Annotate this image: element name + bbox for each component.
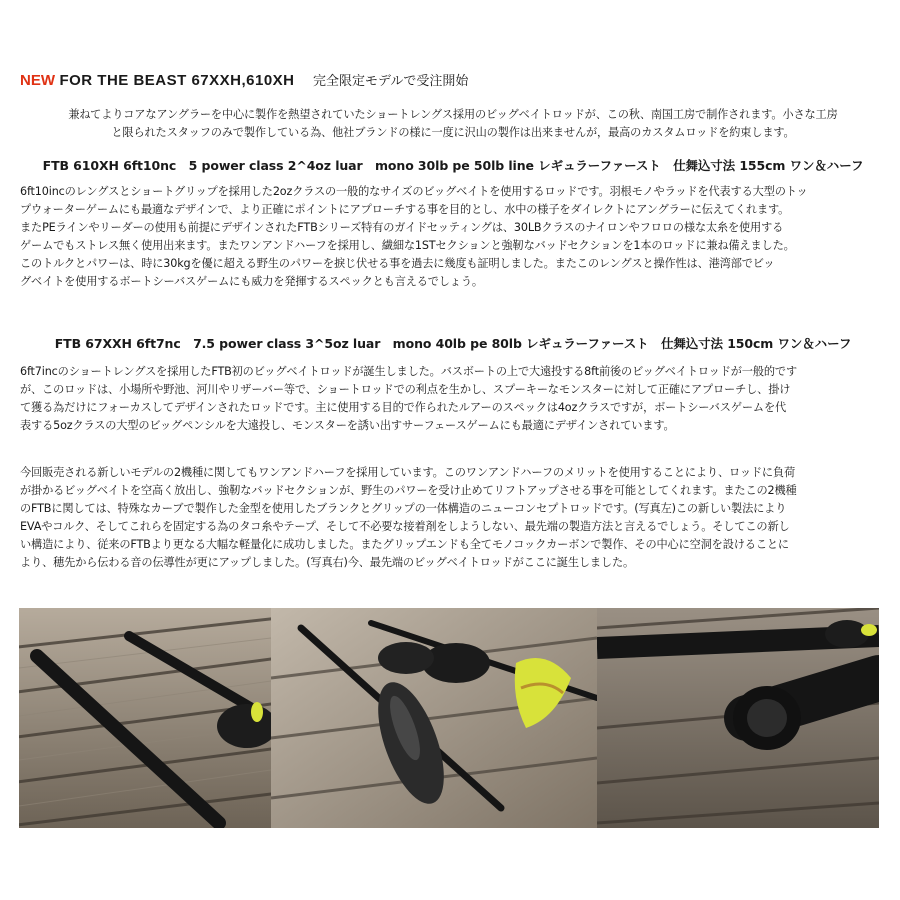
new-badge: NEW xyxy=(20,72,55,89)
closing-line: より、穂先から伝わる音の伝導性が更にアップしました。(写真右)今、最先端のビッグベイトロッドがここに誕生しました。 xyxy=(20,556,635,569)
closing-line: い構造により、従来のFTBより更なる大幅な軽量化に成功しました。またグリップエンドも全てモノコックカーボンで製作、その中心に空洞を設けることに xyxy=(20,538,789,551)
subtitle-text: 完全限定モデルで受注開始 xyxy=(312,74,469,89)
desc-line: 6ft10incのレングスとショートグリップを採用した2ozクラスの一般的なサイズのビッグベイトを使用するロッドです。羽根モノやラッドを代表する大型のトッ xyxy=(20,185,808,198)
closing-paragraph xyxy=(20,464,886,572)
desc-line: プウォーターゲームにも最適なデザインで、より正確にポイントにアプローチする事を目的とし、水中の様子をダイレクトにアングラーに伝えてくれます。 xyxy=(20,203,790,216)
grip-end-closeup-photo xyxy=(597,608,879,828)
intro-line: と限られたスタッフのみで製作している為、他社ブランドの様に一度に沢山の製作は出来ませんが，最高のカスタムロッドを約束します。 xyxy=(111,126,795,139)
desc-line: このトルクとパワーは、時に30kgを優に超える野生のパワーを捩じ伏せる事を過去に幾度も証明しました。またこのレングスと操作性は、港湾部でビッ xyxy=(20,257,775,270)
closing-line: 今回販売される新しいモデルの2機種に関してもワンアンドハーフを採用しています。このワンアンドハーフのメリットを使用することにより、ロッドに負荷 xyxy=(20,466,796,479)
spec-67xxh: FTB 67XXH 6ft7nc 7.5 power class 3^5oz luar mono 40lb pe 80lb レギュラーファースト 仕舞込寸法 150cm ワン＆ハーフ xyxy=(54,336,852,351)
intro-line: 兼ねてよりコアなアングラーを中心に製作を熱望されていたショートレングス採用のビッグベイトロッドが、この秋、南国工房で制作されます。小さな工房 xyxy=(68,108,838,121)
desc-line: またPEラインやリーダーの使用も前提にデザインされたFTBシリーズ特有のガイドセッティングは、30LBクラスのナイロンやフロロの様な太糸を使用する xyxy=(20,221,784,234)
spec-610xh: FTB 610XH 6ft10nc 5 power class 2^4oz luar mono 30lb pe 50lb line レギュラーファースト 仕舞込寸法 155cm ワン＆ハーフ xyxy=(42,158,864,173)
rod-grip-on-deck-photo xyxy=(19,608,271,828)
desc-line: グベイトを使用するボートシーバスゲームにも威力を発揮するスペックとも言えるでしょう。 xyxy=(20,275,483,288)
desc-line: 表する5ozクラスの大型のビッグペンシルを大遠投し、モンスターを誘い出すサーフェースゲームにも最適にデザインされています。 xyxy=(20,419,675,432)
desc-line: て獲る為だけにフォーカスしてデザインされたロッドです。主に使用する目的で作られたルアーのスペックは4ozクラスですが，ボートシーバスゲームを代 xyxy=(20,401,787,414)
page-title xyxy=(20,70,890,96)
closing-line: が掛かるビッグベイトを空高く放出し、強靭なバッドセクションが、野生のパワーを受け止めてリフトアップさせる事を可能としてくれます。またこの2機種 xyxy=(20,484,797,497)
description-610xh xyxy=(20,183,886,291)
description-67xxh xyxy=(20,363,886,435)
desc-line: ゲームでもストレス無く使用出来ます。またワンアンドハーフを採用し、繊細な1STセクションと強靭なバッドセクションを1本のロッドに兼ね備えました。 xyxy=(20,239,795,252)
desc-line: が、このロッドは、小場所や野池、河川やリザーバー等で、ショートロッドでの利点を生かし、スプーキーなモンスターに対して正確にアプローチし、掛け xyxy=(20,383,791,396)
lure-and-reel-photo xyxy=(271,608,597,828)
photo-strip xyxy=(19,608,879,828)
desc-line: 6ft7incのショートレングスを採用したFTB初のビッグベイトロッドが誕生しました。バスボートの上で大遠投する8ft前後のビッグベイトロッドが一般的です xyxy=(20,365,797,378)
closing-line: EVAやコルク、そしてこれらを固定する為のタコ糸やテープ、そして不必要な接着剤をしようしない、最先端の製造方法と言えるでしょう。そしてこの新し xyxy=(20,520,790,533)
closing-line: のFTBに関しては、特殊なカーブで製作した金型を使用したブランクとグリップの一体構造のニューコンセプトロッドです。(写真左)この新しい製法により xyxy=(20,502,787,515)
intro-paragraph xyxy=(20,106,886,142)
title-text: FOR THE BEAST 67XXH,610XH xyxy=(59,72,295,89)
